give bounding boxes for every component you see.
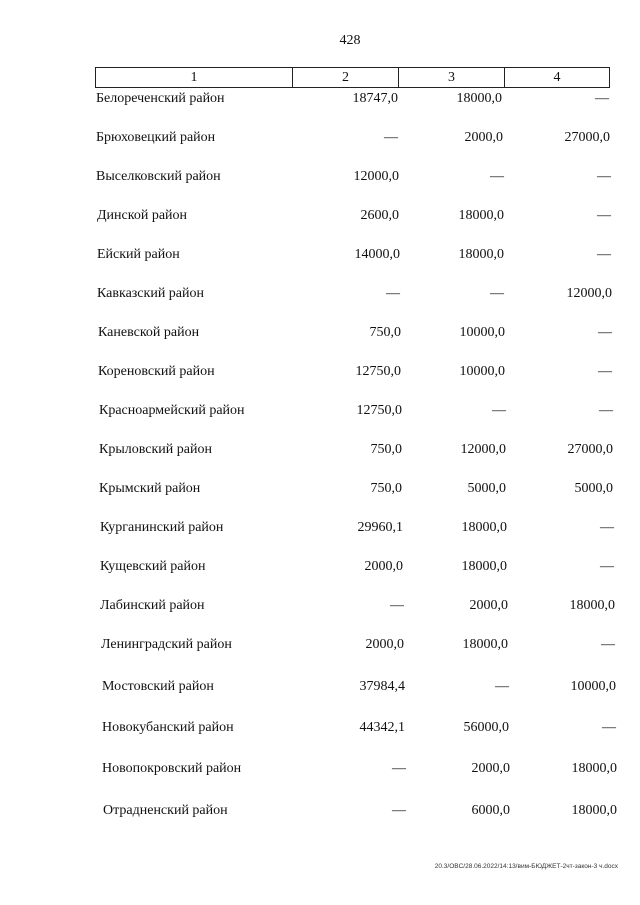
table-row <box>0 361 640 383</box>
table-row <box>0 88 640 110</box>
header-row <box>96 68 610 88</box>
value-col-2: 2000,0 <box>365 637 404 652</box>
value-col-2: 750,0 <box>370 481 402 496</box>
header-col-2: 2 <box>293 68 399 88</box>
value-col-3: 10000,0 <box>459 325 505 340</box>
value-col-3: — <box>490 286 504 301</box>
value-col-4: 27000,0 <box>567 442 613 457</box>
value-col-2: — <box>392 761 406 776</box>
district-name: Динской район <box>97 208 188 223</box>
header-col-3: 3 <box>399 68 505 88</box>
value-col-2: 12750,0 <box>355 364 401 379</box>
table-row <box>0 400 640 422</box>
value-col-4: 18000,0 <box>569 598 615 613</box>
district-name: Лабинский район <box>100 598 205 613</box>
value-col-4: — <box>600 520 614 535</box>
district-name: Кореновский район <box>98 364 215 379</box>
value-col-2: 44342,1 <box>359 720 405 735</box>
district-name: Кавказский район <box>97 286 205 301</box>
value-col-3: 56000,0 <box>463 720 509 735</box>
value-col-2: — <box>392 803 406 818</box>
district-name: Новокубанский район <box>102 720 234 735</box>
value-col-2: 12000,0 <box>353 169 399 184</box>
value-col-4: 10000,0 <box>570 679 616 694</box>
district-name: Мостовский район <box>102 679 214 694</box>
value-col-2: — <box>386 286 400 301</box>
district-name: Новопокровский район <box>102 761 242 776</box>
table-row <box>0 717 640 739</box>
header-col-1: 1 <box>96 68 293 88</box>
district-name: Курганинский район <box>100 520 224 535</box>
district-name: Каневской район <box>98 325 200 340</box>
value-col-3: 2000,0 <box>469 598 508 613</box>
value-col-4: — <box>600 559 614 574</box>
district-name: Выселковский район <box>96 169 221 184</box>
value-col-2: 18747,0 <box>352 91 398 106</box>
value-col-4: — <box>597 247 611 262</box>
value-col-4: — <box>601 637 615 652</box>
table-row <box>0 517 640 539</box>
district-name: Крымский район <box>99 481 201 496</box>
district-name: Брюховецкий район <box>96 130 216 145</box>
value-col-4: 18000,0 <box>571 803 617 818</box>
table-row <box>0 283 640 305</box>
value-col-4: — <box>599 403 613 418</box>
table-row <box>0 322 640 344</box>
value-col-2: 750,0 <box>369 325 401 340</box>
district-name: Крыловский район <box>99 442 212 457</box>
district-name: Белореченский район <box>96 91 225 106</box>
value-col-4: — <box>602 720 616 735</box>
value-col-3: 5000,0 <box>467 481 506 496</box>
value-col-3: 2000,0 <box>471 761 510 776</box>
table-row <box>0 556 640 578</box>
district-name: Отрадненский район <box>103 803 228 818</box>
value-col-4: 18000,0 <box>571 761 617 776</box>
table-row <box>0 634 640 656</box>
value-col-4: 27000,0 <box>564 130 610 145</box>
district-name: Красноармейский район <box>99 403 245 418</box>
district-name: Кущевский район <box>100 559 206 574</box>
value-col-3: 10000,0 <box>459 364 505 379</box>
value-col-2: 2000,0 <box>364 559 403 574</box>
table-row <box>0 205 640 227</box>
value-col-4: — <box>597 208 611 223</box>
table-row <box>0 595 640 617</box>
value-col-2: — <box>384 130 398 145</box>
value-col-3: 18000,0 <box>461 520 507 535</box>
value-col-3: 18000,0 <box>458 247 504 262</box>
value-col-4: — <box>595 91 609 106</box>
table-row <box>0 439 640 461</box>
header-col-4: 4 <box>505 68 610 88</box>
value-col-2: 12750,0 <box>356 403 402 418</box>
table-row <box>0 758 640 780</box>
table-row <box>0 244 640 266</box>
page-number: 428 <box>339 33 361 48</box>
value-col-3: 18000,0 <box>461 559 507 574</box>
table-row <box>0 478 640 500</box>
value-col-4: 5000,0 <box>574 481 613 496</box>
value-col-4: — <box>598 364 612 379</box>
value-col-3: 18000,0 <box>456 91 502 106</box>
value-col-4: — <box>597 169 611 184</box>
value-col-3: 2000,0 <box>464 130 503 145</box>
table-row <box>0 127 640 149</box>
value-col-2: 14000,0 <box>354 247 400 262</box>
value-col-4: — <box>598 325 612 340</box>
table-row <box>0 676 640 698</box>
value-col-4: 12000,0 <box>566 286 612 301</box>
table-row <box>0 166 640 188</box>
value-col-3: 6000,0 <box>471 803 510 818</box>
value-col-2: 29960,1 <box>357 520 403 535</box>
table-row <box>0 800 640 822</box>
value-col-3: — <box>495 679 509 694</box>
value-col-2: 37984,4 <box>359 679 405 694</box>
district-name: Ленинградский район <box>101 637 232 652</box>
value-col-3: — <box>490 169 504 184</box>
table-header <box>95 67 610 88</box>
value-col-3: 18000,0 <box>458 208 504 223</box>
value-col-2: — <box>390 598 404 613</box>
value-col-3: — <box>492 403 506 418</box>
district-name: Ейский район <box>97 247 180 262</box>
value-col-3: 18000,0 <box>462 637 508 652</box>
document-footer: 20.3/OBC/28.06.2022/14:13/вим-БЮДЖЕТ-2чт-закон-3 ч.docx <box>434 863 618 870</box>
value-col-2: 750,0 <box>370 442 402 457</box>
value-col-2: 2600,0 <box>360 208 399 223</box>
value-col-3: 12000,0 <box>460 442 506 457</box>
